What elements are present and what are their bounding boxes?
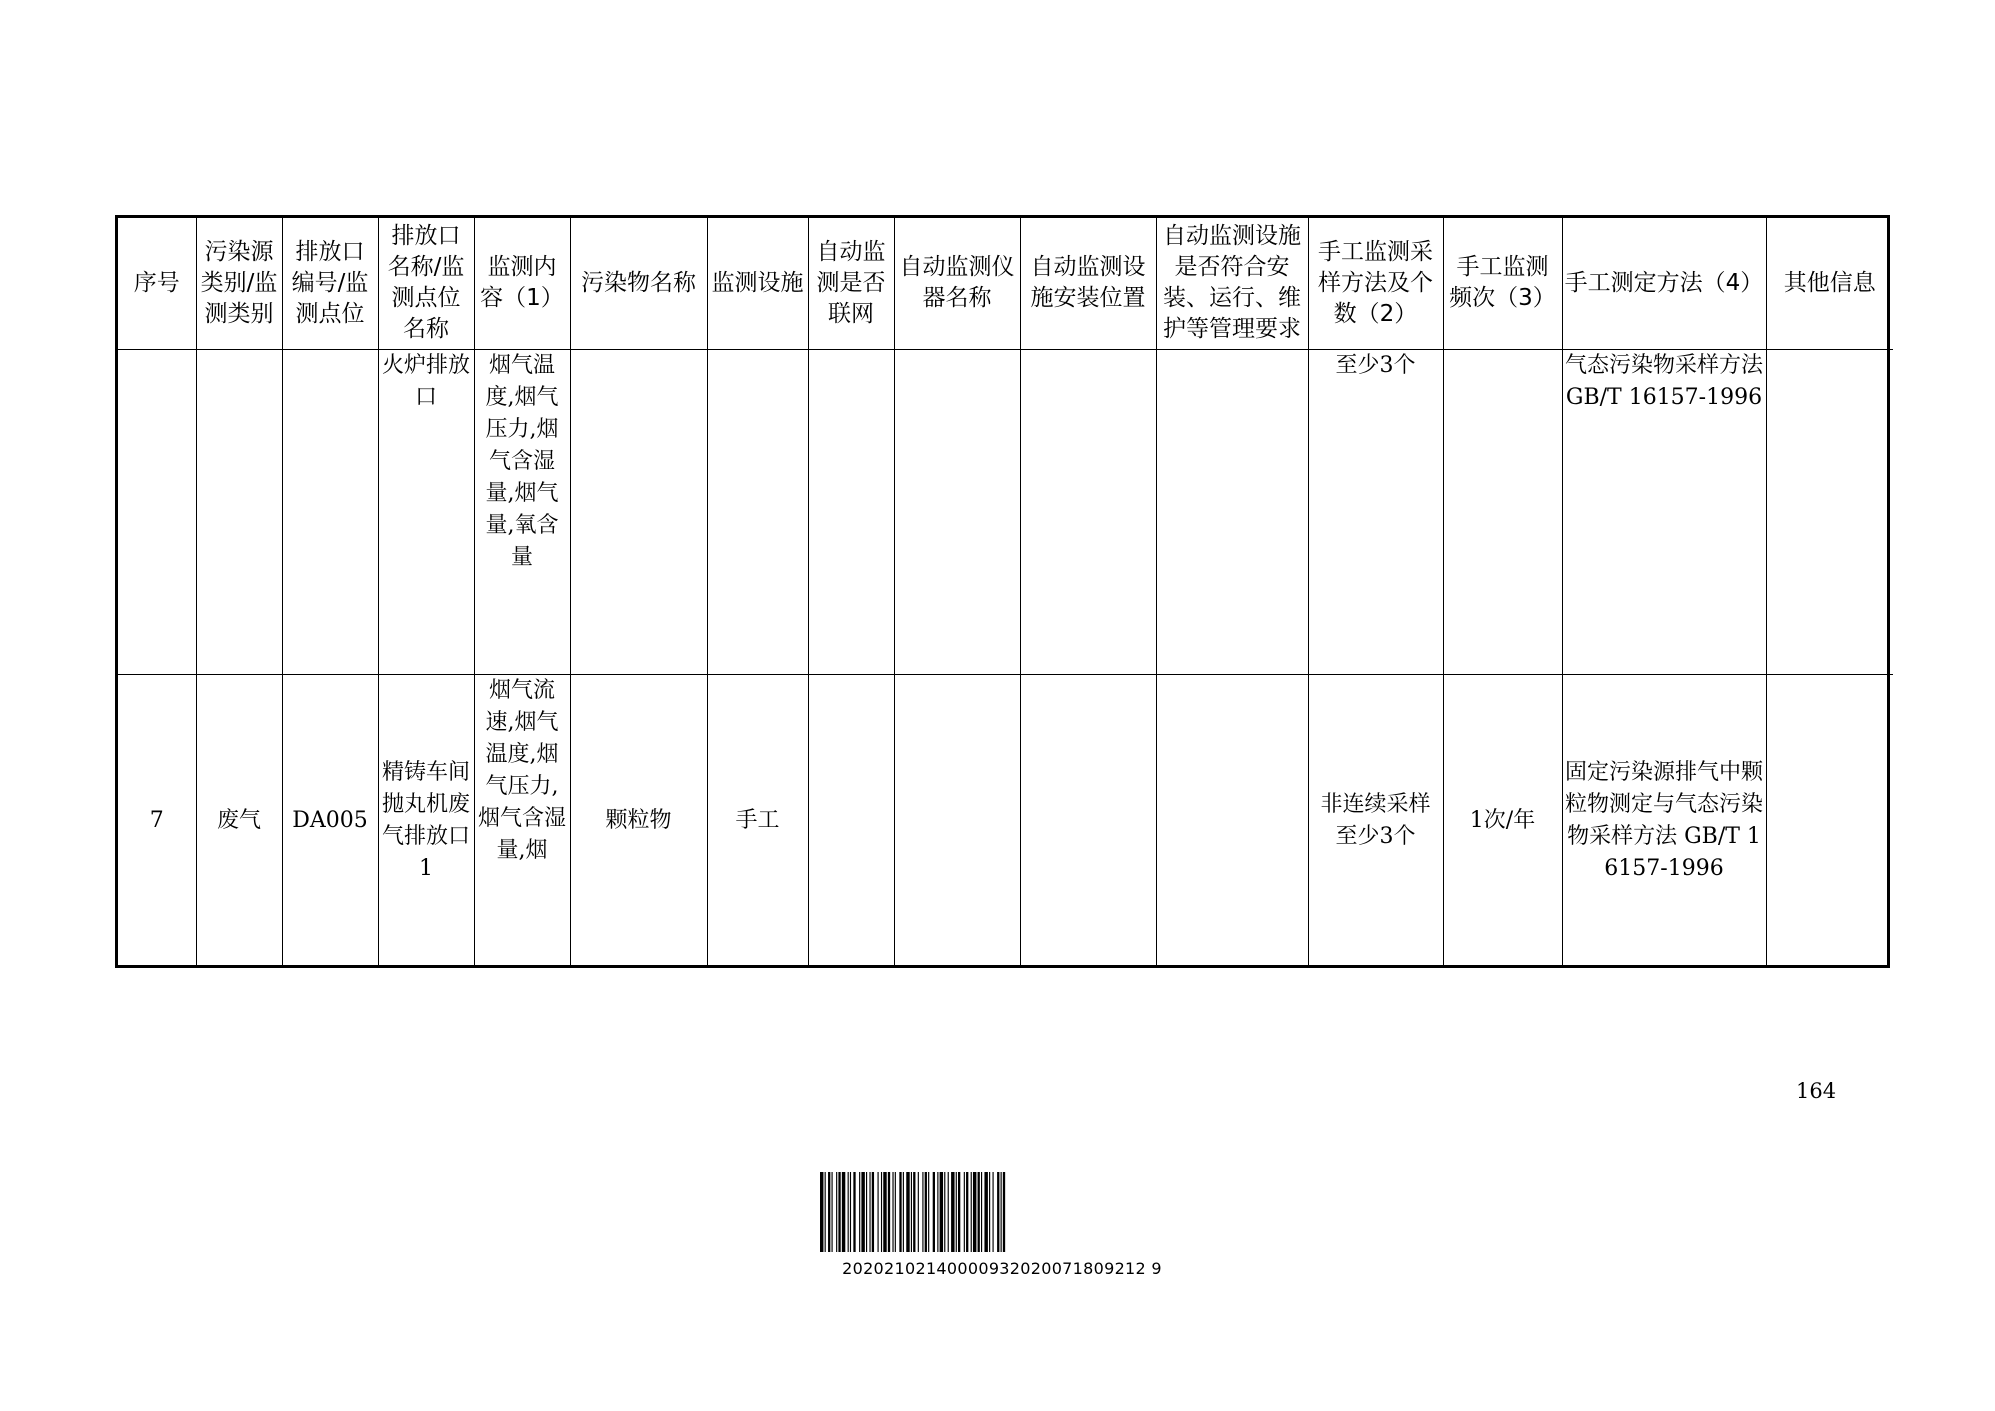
sampling-cell: 非连续采样 至少3个 [1308, 674, 1443, 968]
monitoring-content-cell: 烟气流速,烟气温度,烟气压力,烟气含湿量,烟 [474, 674, 570, 968]
pollutant-cell: 颗粒物 [570, 674, 707, 968]
header-cell: 自动监测设施安装位置 [1020, 218, 1156, 349]
header-cell: 污染源类别/监测类别 [196, 218, 282, 349]
category-cell [196, 349, 282, 674]
frequency-cell [1443, 349, 1562, 674]
header-cell: 手工监测采样方法及个数（2） [1308, 218, 1443, 349]
barcode-number: 20202102140000932020071809212 9 [842, 1259, 1162, 1278]
table-row [118, 349, 1893, 674]
header-cell: 排放口名称/监测点位名称 [378, 218, 474, 349]
monitoring-content-cell: 烟气温度,烟气压力,烟气含湿量,烟气量,氧含量 [474, 349, 570, 674]
header-cell: 排放口编号/监测点位 [282, 218, 378, 349]
frequency-cell: 1次/年 [1443, 674, 1562, 968]
header-cell: 其他信息 [1766, 218, 1893, 349]
install-position-cell [1020, 349, 1156, 674]
outlet-name-cell: 精铸车间抛丸机废气排放口1 [378, 674, 474, 968]
header-cell: 监测设施 [707, 218, 808, 349]
header-cell: 自动监测设施是否符合安装、运行、维护等管理要求 [1156, 218, 1308, 349]
table-row [118, 674, 1893, 968]
header-cell: 监测内容（1） [474, 218, 570, 349]
outlet-id-cell [282, 349, 378, 674]
compliance-cell [1156, 674, 1308, 968]
facility-cell [707, 349, 808, 674]
header-cell: 污染物名称 [570, 218, 707, 349]
install-position-cell [1020, 674, 1156, 968]
header-cell: 序号 [118, 218, 196, 349]
page-number: 164 [1796, 1079, 1837, 1103]
seq-cell: 7 [118, 674, 196, 968]
other-cell [1766, 349, 1893, 674]
barcode-image [820, 1172, 1184, 1252]
other-cell [1766, 674, 1893, 968]
seq-cell [118, 349, 196, 674]
networked-cell [808, 349, 894, 674]
method-cell: 气态污染物采样方法 GB/T 16157-1996 [1562, 349, 1766, 674]
outlet-name-cell: 火炉排放口 [378, 349, 474, 674]
monitoring-table [118, 218, 1893, 968]
instrument-cell [894, 349, 1020, 674]
header-cell: 自动监测是否联网 [808, 218, 894, 349]
outlet-id-cell: DA005 [282, 674, 378, 968]
header-cell: 手工监测频次（3） [1443, 218, 1562, 349]
sampling-cell: 至少3个 [1308, 349, 1443, 674]
header-cell: 自动监测仪器名称 [894, 218, 1020, 349]
compliance-cell [1156, 349, 1308, 674]
header-cell: 手工测定方法（4） [1562, 218, 1766, 349]
pollutant-cell [570, 349, 707, 674]
category-cell: 废气 [196, 674, 282, 968]
table-header-row [118, 218, 1893, 349]
facility-cell: 手工 [707, 674, 808, 968]
instrument-cell [894, 674, 1020, 968]
monitoring-table-frame [115, 215, 1890, 968]
networked-cell [808, 674, 894, 968]
method-cell: 固定污染源排气中颗粒物测定与气态污染物采样方法 GB/T 16157-1996 [1562, 674, 1766, 968]
